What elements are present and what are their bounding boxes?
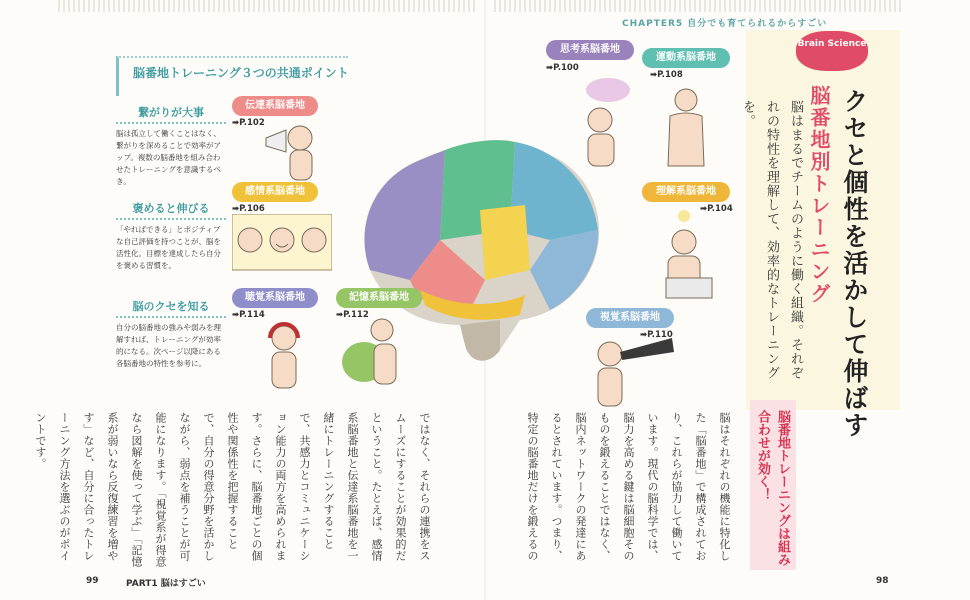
area-tag-memory: 記憶系脳番地 — [336, 288, 422, 308]
emotion-faces-illustration — [232, 214, 332, 274]
area-page-emotion: ➡P.106 — [232, 204, 265, 214]
section-heading: 脳番地トレーニングは組み合わせが効く！ — [755, 410, 790, 566]
sidebar-title: 脳番地トレーニング３つの共通ポイント — [133, 66, 349, 80]
body-text-left: ではなく、それらの連携をスムーズにすることが効果的だということ。たとえば、感情系脳番地と伝達系脳番地を一緒にトレーニングすることで、共感力とコミュニケーション能力の両方を高められます。さらに、脳番地ごとの個性や関係性を把握することで、自分の得意分野を活かしながら、弱点を補うことが可能になります。「視覚系が得意なら図解を使って学ぶ」「記憶系が弱いなら反復練習を増やす」など、自分に合ったトレーニング方法を選ぶのがポイントです。 — [34, 412, 431, 568]
point-heading-praise: 褒めると伸びる — [116, 200, 226, 220]
point-body-praise: 「やればできる」とポジティブな自己評価を持つことが、脳を活性化。目標を達成したら自分を褒める習慣を。 — [116, 225, 221, 270]
point-body-habits: 自分の脳番地の強みや弱みを理解すれば、トレーニングが効率的になる。次ページ以降にある各脳番地の特性を参考に。 — [116, 323, 221, 368]
telescope-character-illustration — [592, 332, 676, 410]
area-page-transmission: ➡P.102 — [232, 118, 265, 128]
headphones-character-illustration — [262, 320, 306, 390]
area-tag-emotion: 感情系脳番地 — [232, 182, 318, 202]
area-page-memory: ➡P.112 — [336, 310, 369, 320]
area-page-motor: ➡P.108 — [650, 70, 683, 80]
right-page-number: 98 — [876, 576, 889, 586]
point-body-connection: 脳は孤立して働くことはなく、繋がりを深めることで効率がアップ。複数の脳番地を組み合わせたトレーニングを意識するべき。 — [116, 129, 221, 186]
lead-text: 脳はまるでチームのように働く組織。それぞれの特性を理解して、効率的なトレーニングを。 — [740, 100, 803, 380]
area-page-understanding: ➡P.104 — [700, 204, 733, 214]
thinking-character-illustration — [574, 76, 640, 168]
left-page-number: 99 — [86, 576, 99, 586]
area-tag-understanding: 理解系脳番地 — [642, 182, 730, 202]
page-subtitle: 脳番地別トレーニング — [807, 85, 831, 305]
area-page-hearing: ➡P.114 — [232, 310, 265, 320]
area-page-thinking: ➡P.100 — [546, 63, 579, 73]
area-page-vision: ➡P.110 — [640, 330, 673, 340]
point-heading-connection: 繋がりが大事 — [116, 104, 226, 124]
area-tag-vision: 視覚系脳番地 — [586, 308, 674, 328]
top-decor-strip-right — [494, 0, 904, 12]
stretching-character-illustration — [650, 86, 722, 172]
chapter-header: CHAPTER5 自分でも育てられるからすごい — [622, 19, 828, 29]
page-title: クセと個性を活かして伸ばす — [840, 88, 869, 439]
part-label: PART1 脳はすごい — [126, 579, 206, 589]
top-decor-strip-left — [58, 0, 478, 12]
area-tag-thinking: 思考系脳番地 — [546, 40, 634, 60]
area-tag-hearing: 聴覚系脳番地 — [232, 288, 318, 308]
megaphone-character-illustration — [262, 120, 322, 182]
brain-hug-character-illustration — [340, 316, 412, 388]
brain-region-yellow — [480, 205, 530, 280]
body-text-right: 脳はそれぞれの機能に特化した「脳番地」で構成されており、これらが協力して働いています。現代の脳科学では、脳力を高める鍵は脳細胞そのものを鍛えることではなく、脳内ネットワークの発達にあるとされています。つまり、特定の脳番地だけを鍛えるの — [526, 412, 731, 562]
area-tag-motor: 運動系脳番地 — [642, 48, 730, 68]
laptop-character-illustration — [658, 208, 718, 300]
area-tag-transmission: 伝達系脳番地 — [232, 96, 318, 116]
brain-science-badge: Brain Science — [796, 31, 868, 71]
point-heading-habits: 脳のクセを知る — [116, 298, 226, 318]
brain-stem — [460, 320, 500, 361]
